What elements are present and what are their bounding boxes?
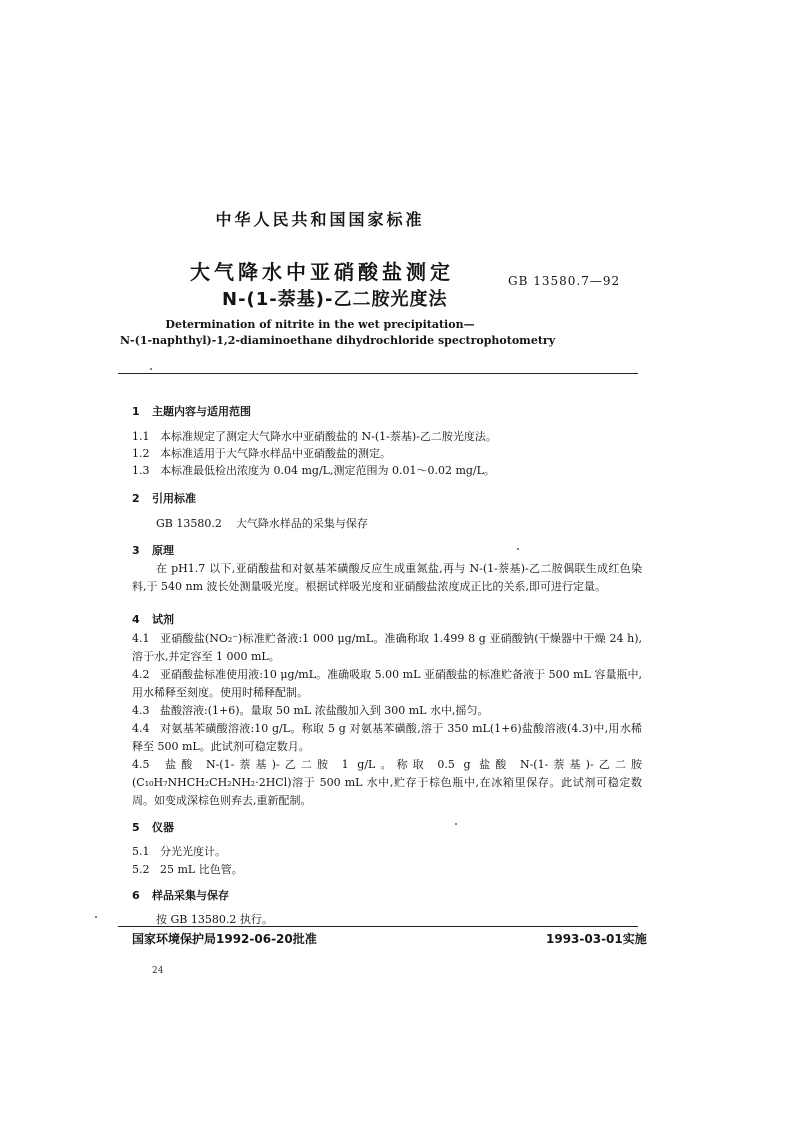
section-number: 6 bbox=[132, 889, 140, 902]
title-line-1: 大气降水中亚硝酸盐测定 bbox=[190, 260, 454, 284]
clause-1-3 bbox=[132, 462, 495, 478]
clause-number: 1.1 bbox=[132, 430, 150, 443]
clause-text: 本标准规定了测定大气降水中亚硝酸盐的 N-(1-萘基)-乙二胺光度法。 bbox=[160, 430, 497, 443]
reference-code: GB 13580.2 bbox=[156, 517, 222, 530]
section-number: 4 bbox=[132, 613, 140, 626]
section-4-heading bbox=[132, 611, 174, 627]
english-title-line-2: N-(1-naphthyl)-1,2-diaminoethane dihydrochloride spectrophotometry bbox=[120, 334, 556, 347]
clause-1-2 bbox=[132, 445, 391, 461]
scan-speck bbox=[455, 823, 457, 825]
title-line-2: N-(1-萘基)-乙二胺光度法 bbox=[222, 289, 448, 310]
clause-text: 分光光度计。 bbox=[160, 845, 226, 858]
clause-text: 25 mL 比色管。 bbox=[160, 863, 243, 876]
clause-text: 本标准适用于大气降水样品中亚硝酸盐的测定。 bbox=[160, 447, 391, 460]
reference-standard bbox=[156, 515, 368, 531]
section-number: 2 bbox=[132, 492, 140, 505]
section-6-heading bbox=[132, 887, 229, 903]
clause-number: 5.2 bbox=[132, 863, 150, 876]
section-title: 样品采集与保存 bbox=[152, 889, 229, 902]
clause-number: 4.2 bbox=[132, 668, 150, 681]
section-title: 试剂 bbox=[152, 613, 174, 626]
clause-4-4 bbox=[132, 720, 642, 756]
clause-4-3 bbox=[132, 702, 642, 720]
clause-number: 4.5 bbox=[132, 758, 150, 771]
clause-5-1 bbox=[132, 843, 226, 859]
scan-speck bbox=[95, 916, 97, 918]
clause-text: 盐酸溶液:(1+6)。量取 50 mL 浓盐酸加入到 300 mL 水中,摇匀。 bbox=[160, 704, 489, 717]
clause-number: 1.3 bbox=[132, 464, 150, 477]
clause-text: 盐酸 N-(1-萘基)-乙二胺 1 g/L。称取 0.5 g 盐酸 N-(1-萘基)-乙二胺(C₁₀H₇NHCH₂CH₂NH₂·2HCl)溶于 500 mL 水中,贮存于棕色瓶中,在冰箱里保存。此试剂可稳定数周。如变成深棕色则弃去,重新配制。 bbox=[132, 758, 642, 807]
section-number: 1 bbox=[132, 405, 140, 418]
standard-code: GB 13580.7—92 bbox=[508, 274, 621, 288]
scan-speck bbox=[150, 368, 152, 370]
section-title: 仪器 bbox=[152, 821, 174, 834]
section-title: 原理 bbox=[152, 544, 174, 557]
effective-date: 1993-03-01实施 bbox=[546, 932, 647, 946]
clause-number: 4.4 bbox=[132, 722, 150, 735]
clause-text: 对氨基苯磺酸溶液:10 g/L。称取 5 g 对氨基苯磺酸,溶于 350 mL(1+6)盐酸溶液(4.3)中,用水稀释至 500 mL。此试剂可稳定数月。 bbox=[132, 722, 642, 753]
page-number: 24 bbox=[152, 966, 164, 976]
clause-text: 亚硝酸盐标准使用液:10 μg/mL。准确吸取 5.00 mL 亚硝酸盐的标准贮备液于 500 mL 容量瓶中,用水稀释至刻度。使用时稀释配制。 bbox=[132, 668, 642, 699]
section-1-heading bbox=[132, 403, 251, 419]
footer-divider bbox=[118, 926, 638, 927]
sampling-text: 按 GB 13580.2 执行。 bbox=[156, 913, 273, 926]
clause-5-2 bbox=[132, 861, 243, 877]
english-title-line-1: Determination of nitrite in the wet precipitation— bbox=[165, 318, 475, 331]
section-2-heading bbox=[132, 490, 196, 506]
standard-name: 中华人民共和国国家标准 bbox=[215, 210, 425, 229]
clause-text: 本标准最低检出浓度为 0.04 mg/L,测定范围为 0.01～0.02 mg/L。 bbox=[160, 464, 495, 477]
clause-text: 亚硝酸盐(NO₂⁻)标准贮备液:1 000 μg/mL。准确称取 1.499 8 g 亚硝酸钠(干燥器中干燥 24 h),溶于水,并定容至 1 000 mL。 bbox=[132, 632, 642, 663]
header-divider bbox=[118, 373, 638, 374]
section-title: 引用标准 bbox=[152, 492, 196, 505]
clause-number: 4.3 bbox=[132, 704, 150, 717]
section-number: 5 bbox=[132, 821, 140, 834]
approval-line: 国家环境保护局1992-06-20批准 bbox=[132, 932, 317, 946]
clause-number: 1.2 bbox=[132, 447, 150, 460]
section-5-heading bbox=[132, 819, 174, 835]
principle-paragraph: 在 pH1.7 以下,亚硝酸盐和对氨基苯磺酸反应生成重氮盐,再与 N-(1-萘基)-乙二胺偶联生成红色染料,于 540 nm 波长处测量吸光度。根据试样吸光度和亚硝酸盐浓度成正比的关系,即可进行定量。 bbox=[132, 562, 642, 593]
clause-4-5 bbox=[132, 756, 642, 810]
clause-number: 4.1 bbox=[132, 632, 150, 645]
clause-4-1 bbox=[132, 630, 642, 666]
clause-number: 5.1 bbox=[132, 845, 150, 858]
scan-speck bbox=[517, 548, 519, 550]
clause-1-1 bbox=[132, 428, 497, 444]
section-number: 3 bbox=[132, 544, 140, 557]
section-3-heading bbox=[132, 542, 174, 558]
section-title: 主题内容与适用范围 bbox=[152, 405, 251, 418]
reference-title: 大气降水样品的采集与保存 bbox=[235, 517, 368, 530]
clause-4-2 bbox=[132, 666, 642, 702]
